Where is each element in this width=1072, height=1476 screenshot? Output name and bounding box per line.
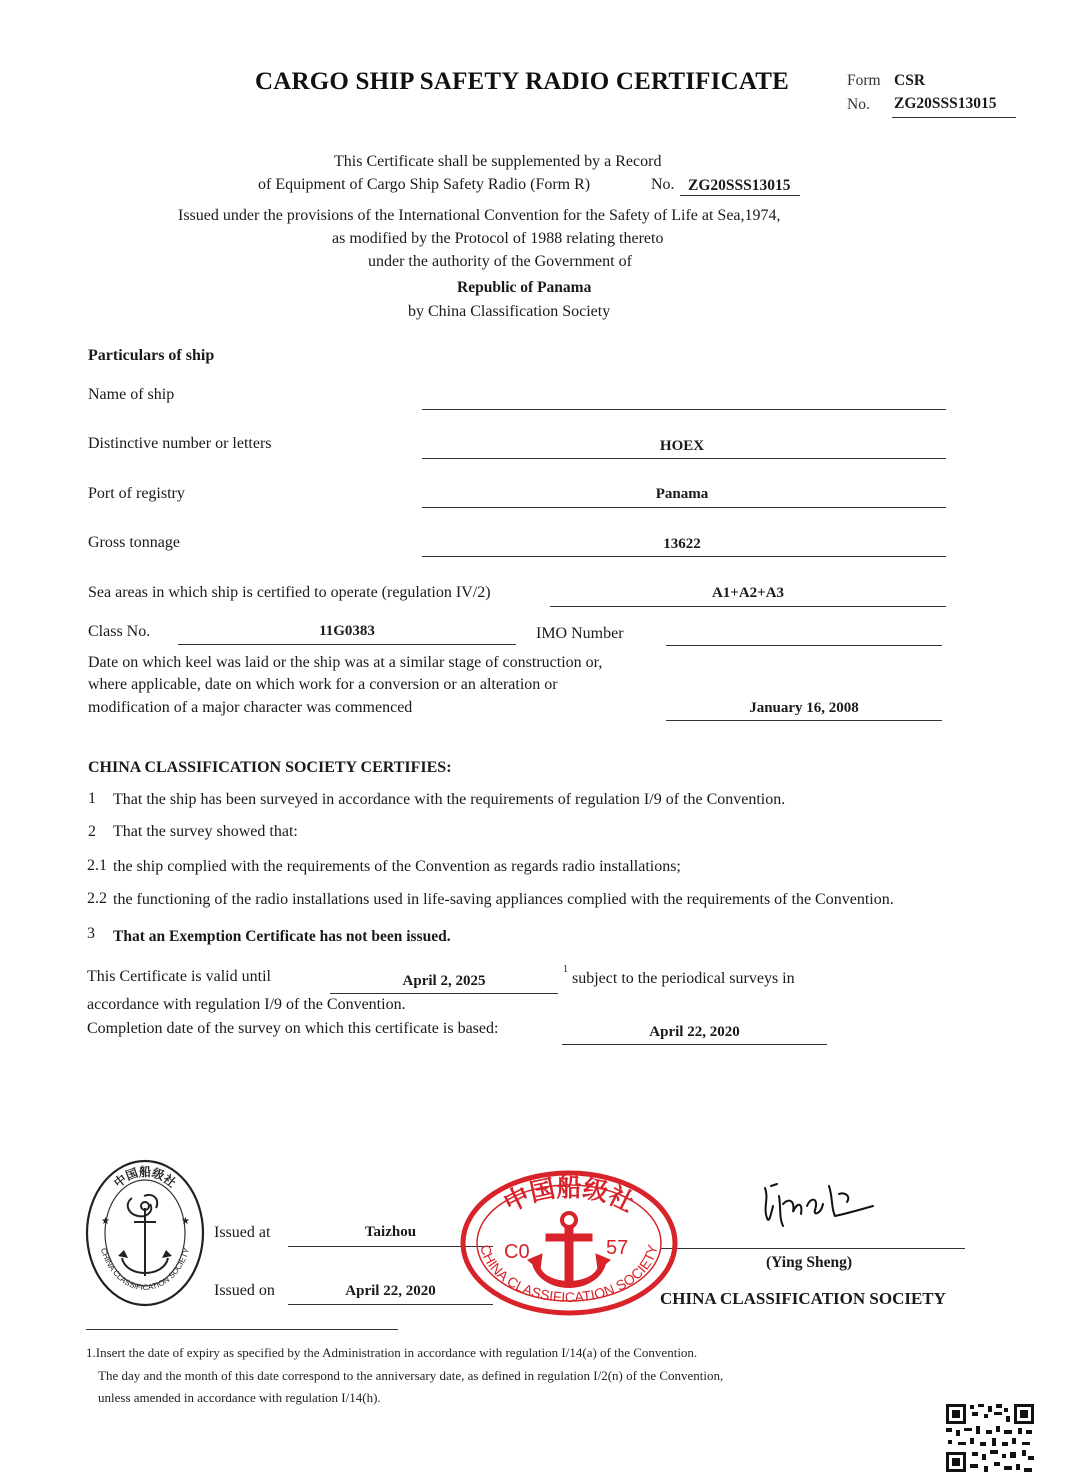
cert-no-underline xyxy=(892,117,1016,118)
record-no-value: ZG20SSS13015 xyxy=(688,177,791,194)
government-name: Republic of Panama xyxy=(457,279,592,296)
certify-item-3-num: 3 xyxy=(87,925,95,942)
gross-label: Gross tonnage xyxy=(88,534,180,551)
footnote-line-1: 1.Insert the date of expiry as specified by the Administration in accordance with regulation I/14(a) of the Convention. xyxy=(86,1345,698,1360)
class-underline xyxy=(178,644,516,645)
distinctive-underline xyxy=(422,458,946,459)
record-no-label: No. xyxy=(651,176,675,193)
certify-item-2-num: 2 xyxy=(88,823,96,840)
footnote-mark: 1 xyxy=(563,964,568,975)
issued-on-value: April 22, 2020 xyxy=(345,1283,436,1299)
form-value: CSR xyxy=(894,72,926,89)
stamp-code-left: C0 xyxy=(504,1241,530,1263)
gross-value: 13622 xyxy=(663,536,701,552)
ship-name-label: Name of ship xyxy=(88,386,175,403)
sea-areas-underline xyxy=(550,606,946,607)
stamp-chinese-text: 中国船级社 xyxy=(499,1174,639,1218)
certifies-heading: CHINA CLASSIFICATION SOCIETY CERTIFIES: xyxy=(88,759,452,776)
certify-item-2-2-text: the functioning of the radio installations used in life-saving appliances complied with the requirements of the Convention. xyxy=(113,891,894,908)
issued-at-value: Taizhou xyxy=(364,1224,417,1240)
footnote-line-2: The day and the month of this date correspond to the anniversary date, as defined in regulation I/2(n) of the Convention, xyxy=(98,1368,724,1383)
footnote-separator xyxy=(86,1329,398,1330)
class-value: 11G0383 xyxy=(319,623,375,639)
stamp-english-text: CHINA CLASSIFICATION SOCIETY xyxy=(477,1242,661,1306)
particulars-heading: Particulars of ship xyxy=(88,347,215,364)
stamp-code-right: 57 xyxy=(606,1237,629,1259)
keel-line-2: where applicable, date on which work for a conversion or an alteration or xyxy=(88,676,558,693)
cert-no-label: No. xyxy=(847,96,870,113)
svg-text:★: ★ xyxy=(181,1216,190,1227)
certify-item-1-text: That the ship has been surveyed in accordance with the requirements of regulation I/9 of the Convention. xyxy=(113,791,786,808)
svg-text:★: ★ xyxy=(101,1216,110,1227)
keel-value: January 16, 2008 xyxy=(749,700,859,716)
embossed-seal xyxy=(84,1158,206,1308)
keel-line-3: modification of a major character was commenced xyxy=(88,699,413,716)
issuer-line: by China Classification Society xyxy=(408,303,611,320)
port-label: Port of registry xyxy=(88,485,185,502)
issued-at-label: Issued at xyxy=(214,1224,271,1241)
distinctive-value: HOEX xyxy=(659,438,705,454)
completion-label: Completion date of the survey on which this certificate is based: xyxy=(87,1020,499,1037)
imo-label: IMO Number xyxy=(536,625,624,642)
certify-item-1-num: 1 xyxy=(88,790,96,807)
form-label: Form xyxy=(847,72,881,89)
signatory-name: (Ying Sheng) xyxy=(766,1254,852,1271)
completion-value: April 22, 2020 xyxy=(649,1024,740,1040)
keel-line-1: Date on which keel was laid or the ship was at a similar stage of construction or, xyxy=(88,654,603,671)
qr-code xyxy=(944,1402,1036,1476)
footnote-line-3: unless amended in accordance with regulation I/14(h). xyxy=(98,1390,381,1405)
signature xyxy=(755,1178,880,1234)
seal-chinese-text: 中国船级社 xyxy=(111,1165,179,1191)
intro-line-2: of Equipment of Cargo Ship Safety Radio (Form R) xyxy=(258,176,591,193)
valid-until-value: April 2, 2025 xyxy=(402,973,486,989)
valid-until-suffix: subject to the periodical surveys in xyxy=(572,970,795,987)
sea-areas-value: A1+A2+A3 xyxy=(711,585,785,601)
society-name: CHINA CLASSIFICATION SOCIETY xyxy=(660,1289,946,1308)
class-label: Class No. xyxy=(88,623,151,640)
port-value: Panama xyxy=(655,486,709,502)
certify-item-2-1-text: the ship complied with the requirements of the Convention as regards radio installations; xyxy=(113,858,681,875)
intro-line-5: under the authority of the Government of xyxy=(368,253,632,270)
intro-line-4: as modified by the Protocol of 1988 relating thereto xyxy=(332,230,664,247)
completion-underline xyxy=(562,1044,827,1045)
intro-line-1: This Certificate shall be supplemented by a Record xyxy=(334,153,662,170)
signature-underline xyxy=(660,1248,965,1249)
certify-item-2-text: That the survey showed that: xyxy=(113,823,298,840)
distinctive-label: Distinctive number or letters xyxy=(88,435,272,452)
issued-on-label: Issued on xyxy=(214,1282,275,1299)
keel-underline xyxy=(666,720,942,721)
cert-no-value: ZG20SSS13015 xyxy=(894,95,997,112)
record-no-underline xyxy=(680,195,800,196)
imo-underline xyxy=(666,645,942,646)
stamp-anchor-icon xyxy=(528,1213,610,1288)
certificate-title: CARGO SHIP SAFETY RADIO CERTIFICATE xyxy=(255,68,789,95)
valid-until-label: This Certificate is valid until xyxy=(87,968,271,985)
gross-underline xyxy=(422,556,946,557)
intro-line-3: Issued under the provisions of the International Convention for the Safety of Life at Sea,1974, xyxy=(178,207,781,224)
certify-item-2-2-num: 2.2 xyxy=(87,890,107,907)
port-underline xyxy=(422,507,946,508)
certify-item-3-text: That an Exemption Certificate has not been issued. xyxy=(113,928,451,945)
seal-english-text: CHINA CLASSIFICATION SOCIETY xyxy=(98,1246,192,1293)
red-stamp xyxy=(458,1168,680,1318)
validity-line-2: accordance with regulation I/9 of the Convention. xyxy=(87,996,406,1013)
valid-until-underline xyxy=(330,993,558,994)
certify-item-2-1-num: 2.1 xyxy=(87,857,107,874)
sea-areas-label: Sea areas in which ship is certified to operate (regulation IV/2) xyxy=(88,584,491,601)
ship-name-underline xyxy=(422,409,946,410)
